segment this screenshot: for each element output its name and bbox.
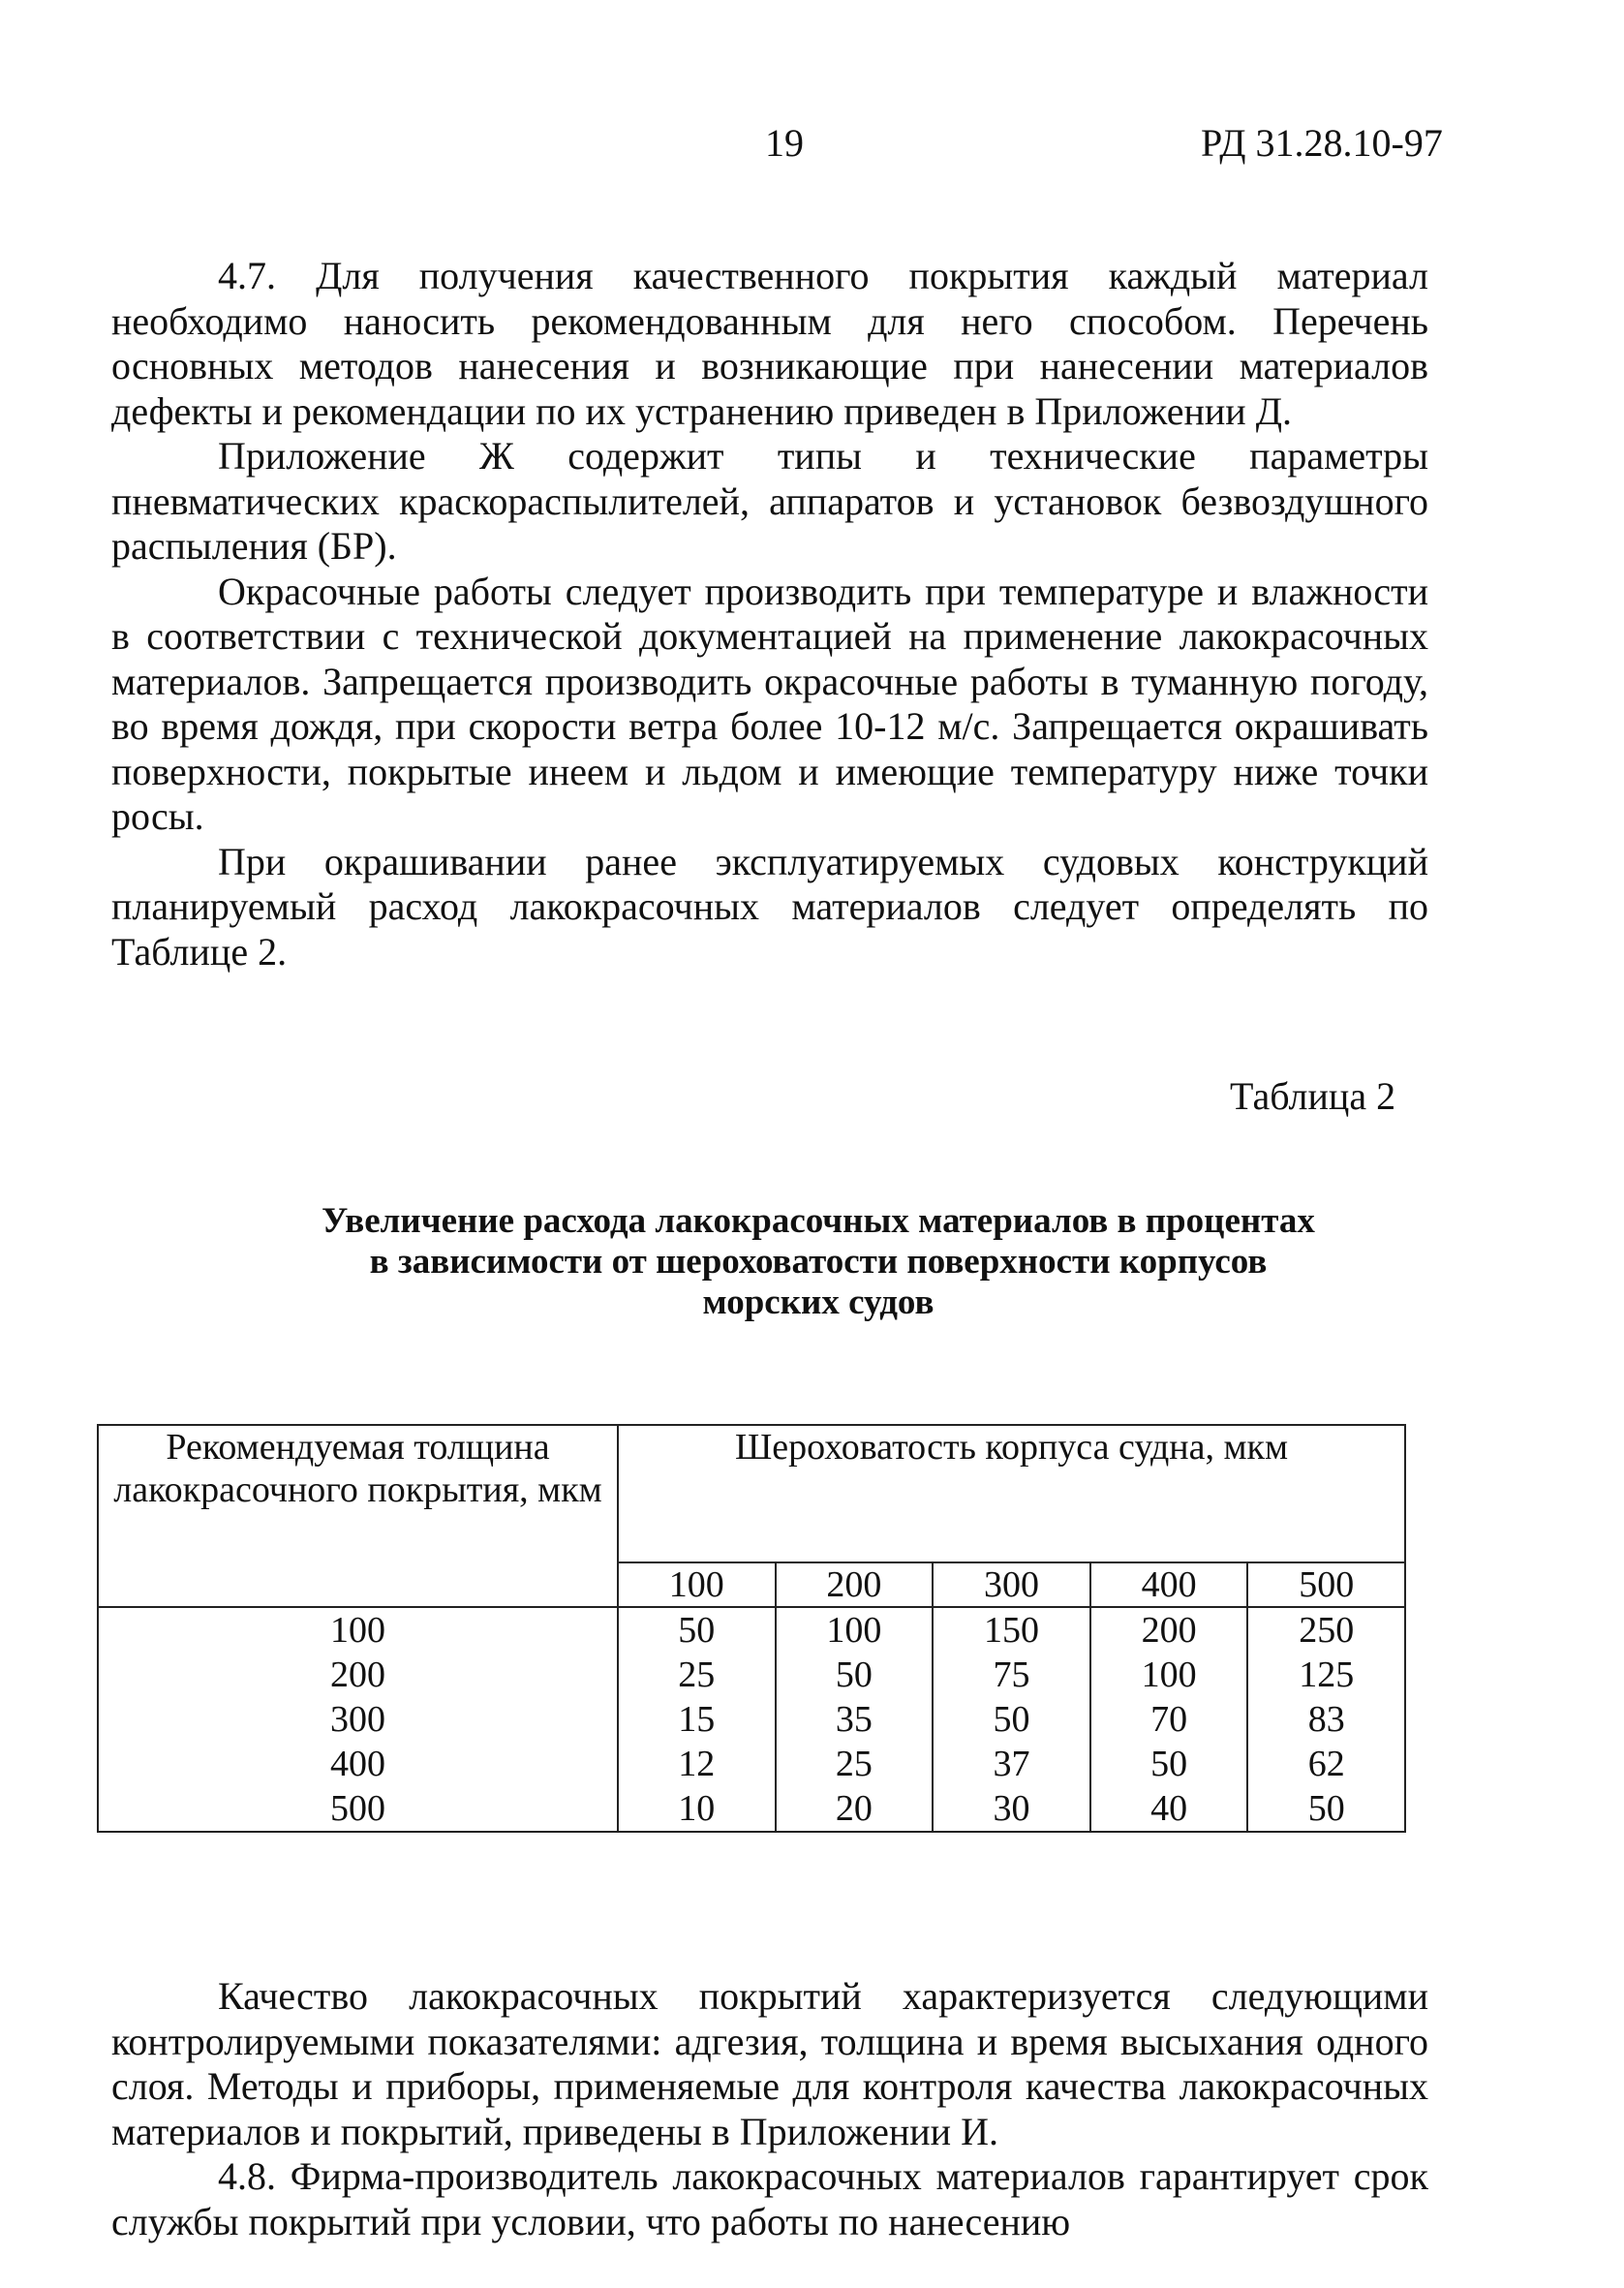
- thickness-column: [98, 1607, 618, 1832]
- table-cell: 15: [678, 1699, 716, 1740]
- paragraph-4-8: 4.8. Фирма-производитель лакокрасочных материалов гарантирует срок службы покрытий при условии, что работы по нанесению: [111, 2154, 1428, 2243]
- roughness-100-column: [618, 1607, 776, 1832]
- page-header: [0, 120, 1624, 169]
- table-cell: 100: [1141, 1654, 1197, 1695]
- table-caption: [223, 1201, 1414, 1323]
- document-code: РД 31.28.10-97: [1201, 121, 1443, 165]
- paragraph-4-7: 4.7. Для получения качественного покрытия каждый материал необходимо наносить рекомендованным для него способом. Перечень основных методов нанесения и возникающие при нанесении материалов дефекты и рекомендации по их устранению приведен в Приложении Д.: [111, 254, 1428, 433]
- header-thickness: Рекомендуемая толщина лакокрасочного покрытия, мкм: [98, 1425, 618, 1607]
- table-cell: 100: [826, 1610, 882, 1651]
- caption-line: морских судов: [702, 1283, 935, 1322]
- roughness-300-column: [933, 1607, 1090, 1832]
- table-cell: 250: [1299, 1610, 1355, 1651]
- text-block-bottom: [111, 1974, 1428, 2244]
- roughness-400-column: [1090, 1607, 1248, 1832]
- table-cell: 300: [330, 1699, 385, 1740]
- table-cell: 70: [1150, 1699, 1188, 1740]
- table-cell: 500: [330, 1788, 385, 1829]
- table-cell: 83: [1307, 1699, 1345, 1740]
- table-cell: 30: [993, 1788, 1030, 1829]
- paragraph-quality: Качество лакокрасочных покрытий характеризуется следующими контролируемыми показателями: адгезия, толщина и время высыхания одного слоя. Методы и приборы, применяемые для контроля качества лакокрасочных материалов и покрытий, приведены в Приложении И.: [111, 1974, 1428, 2153]
- table-cell: 35: [835, 1699, 873, 1740]
- consumption-table: [97, 1424, 1406, 1833]
- table-cell: 25: [835, 1744, 873, 1784]
- roughness-value: 200: [776, 1562, 934, 1607]
- roughness-200-column: [776, 1607, 934, 1832]
- table-cell: 40: [1150, 1788, 1188, 1829]
- table-body-row: [98, 1607, 1405, 1832]
- table-cell: 12: [678, 1744, 716, 1784]
- roughness-500-column: [1247, 1607, 1405, 1832]
- paragraph-conditions: Окрасочные работы следует производить при температуре и влажности в соответствии с технической документацией на применение лакокрасочных материалов. Запрещается производить окрасочные работы в туманную погоду, во время дождя, при скорости ветра более 10-12 м/с. Запрещается окрашивать поверхности, покрытые инеем и льдом и имеющие температуру ниже точки росы.: [111, 569, 1428, 838]
- table-cell: 75: [993, 1654, 1030, 1695]
- table-cell: 50: [993, 1699, 1030, 1740]
- table-label: Таблица 2: [1230, 1074, 1396, 1118]
- table-cell: 37: [993, 1744, 1030, 1784]
- table-cell: 100: [330, 1610, 385, 1651]
- table-header-row: [98, 1425, 1405, 1562]
- table-cell: 200: [330, 1654, 385, 1695]
- table-cell: 10: [678, 1788, 716, 1829]
- table-cell: 150: [983, 1610, 1039, 1651]
- caption-line: Увеличение расхода лакокрасочных материалов в процентах: [322, 1201, 1315, 1241]
- roughness-value: 400: [1090, 1562, 1248, 1607]
- table-cell: 50: [1150, 1744, 1188, 1784]
- roughness-value: 300: [933, 1562, 1090, 1607]
- table-cell: 50: [1307, 1788, 1345, 1829]
- table-cell: 20: [835, 1788, 873, 1829]
- caption-line: в зависимости от шероховатости поверхности корпусов: [369, 1242, 1268, 1282]
- paragraph-appendix-zh: Приложение Ж содержит типы и технические параметры пневматических краскораспылителей, аппаратов и установок безвоздушного распыления (БР).: [111, 434, 1428, 568]
- header-roughness: Шероховатость корпуса судна, мкм: [618, 1425, 1405, 1562]
- table-cell: 25: [678, 1654, 716, 1695]
- paragraph-table-ref: При окрашивании ранее эксплуатируемых судовых конструкций планируемый расход лакокрасочных материалов следует определять по Таблице 2.: [111, 839, 1428, 974]
- roughness-value: 500: [1247, 1562, 1405, 1607]
- text-block-top: [111, 254, 1428, 974]
- roughness-value: 100: [618, 1562, 776, 1607]
- table-cell: 125: [1299, 1654, 1355, 1695]
- table-cell: 50: [835, 1654, 873, 1695]
- table-cell: 62: [1307, 1744, 1345, 1784]
- page-number: 19: [765, 121, 804, 165]
- table-cell: 50: [678, 1610, 716, 1651]
- table-cell: 400: [330, 1744, 385, 1784]
- table-cell: 200: [1141, 1610, 1197, 1651]
